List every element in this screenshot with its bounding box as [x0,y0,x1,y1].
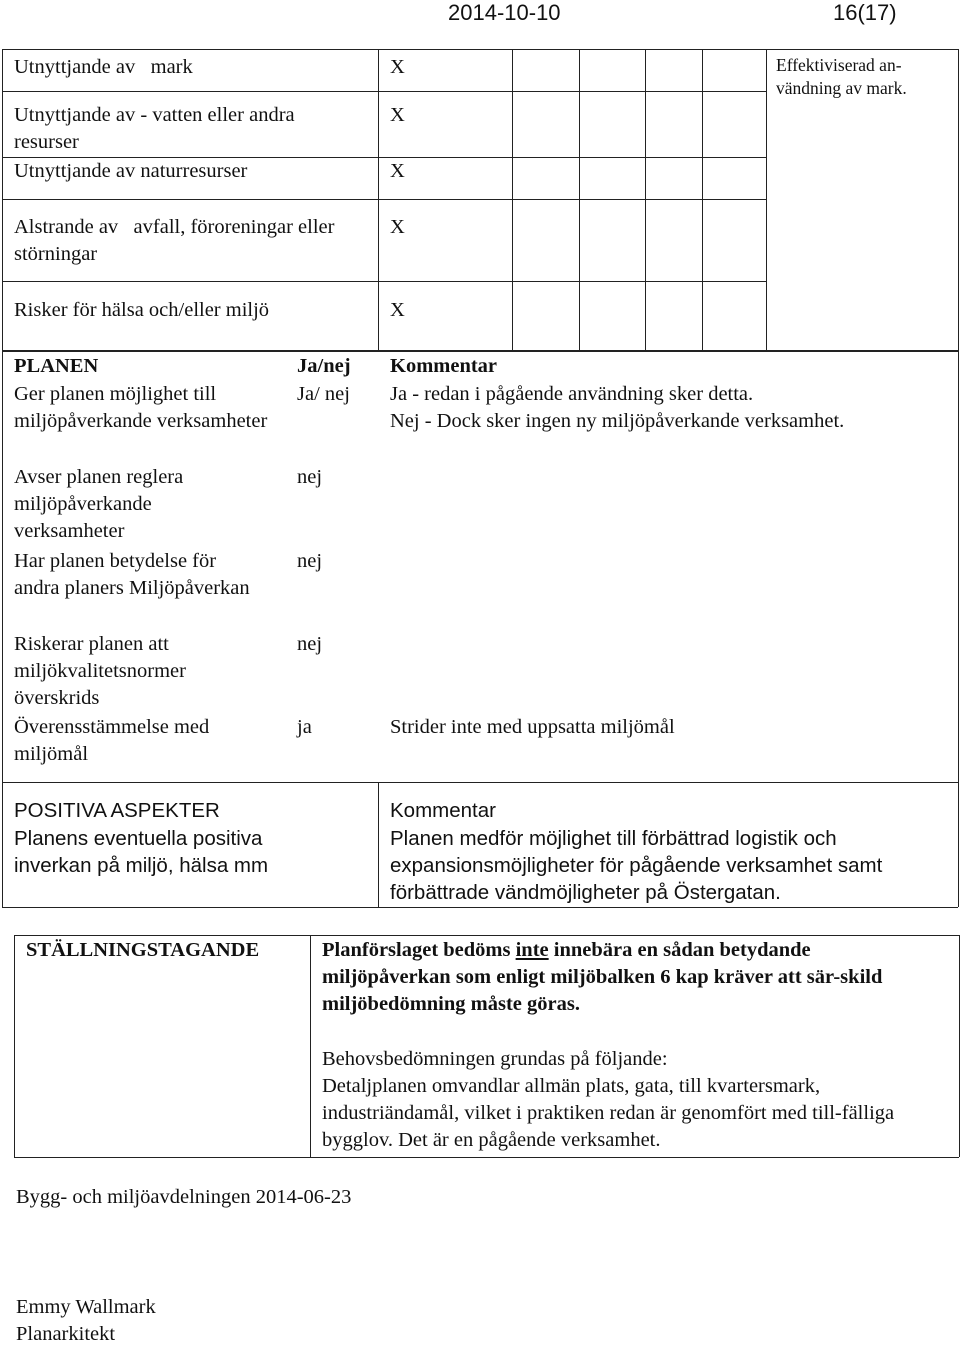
planen-row-answer: nej [297,466,323,488]
positiva-label: Planens eventuella positiva inverkan på miljö, hälsa mm [14,827,269,877]
planen-row-label: Har planen betydelse för andra planers Miljöpåverkan [14,550,250,599]
stallning-conclusion: Planförslaget bedöms inte innebära en sådan betydande miljöpåverkan som enligt miljöbalken 6 kap kräver att sär-skild miljöbedömning måste göras. [322,939,883,1015]
positiva-comment: Planen medför möjlighet till förbättrad logistik och expansionsmöjligheter för pågående verksamhet samt förbättrade vändmöjligheter på Östergatan. [390,827,883,904]
impact-row-mark: X [390,104,405,126]
planen-row-comment: Ja - redan i pågående användning sker detta. [390,383,754,405]
planen-row-answer: Ja/ nej [297,383,350,405]
planen-row-comment: Strider inte med uppsatta miljömål [390,716,675,738]
impact-row-mark: X [390,299,405,321]
department-date: Bygg- och miljöavdelningen 2014-06-23 [16,1186,352,1208]
planen-row-label: Avser planen reglera miljöpåverkande verksamheter [14,466,184,542]
impact-row-mark: X [390,216,405,238]
planen-row-comment: Nej - Dock sker ingen ny miljöpåverkande verksamhet. [390,410,845,432]
positiva-heading: POSITIVA ASPEKTER [14,799,220,822]
impact-note: Effektiviserad an- vändning av mark. [776,55,907,98]
impact-row-mark: X [390,56,405,78]
planen-heading: PLANEN [14,355,99,377]
impact-row-mark: X [390,160,405,182]
basis-text: Detaljplanen omvandlar allmän plats, gata, till kvartersmark, industriändamål, vilket i praktiken redan är genomfört med till-fälliga bygglov. Det är en pågående verksamhet. [322,1075,895,1151]
basis-heading: Behovsbedömningen grundas på följande: [322,1048,668,1070]
impact-row-label: Risker för hälsa och/eller miljö [14,299,270,321]
document-date: 2014-10-10 [448,0,561,25]
planen-row-answer: nej [297,633,323,655]
answer-heading: Ja/nej [297,355,351,377]
planen-row-label: Riskerar planen att miljökvalitetsnormer överskrids [14,633,186,709]
planen-row-label: Överensstämmelse med miljömål [14,716,210,765]
planen-row-answer: ja [297,716,312,738]
signatory-title: Planarkitekt [16,1323,116,1345]
impact-row-label: Utnyttjande av - vatten eller andra resurser [14,104,295,153]
impact-row-label: Alstrande av avfall, föroreningar eller störningar [14,216,335,265]
comment-heading: Kommentar [390,355,498,377]
signatory-name: Emmy Wallmark [16,1296,156,1318]
page-number: 16(17) [833,0,897,25]
positiva-comment-heading: Kommentar [390,799,496,822]
stallning-heading: STÄLLNINGSTAGANDE [26,939,260,961]
emphasis-inte: inte [515,939,549,961]
impact-row-label: Utnyttjande av mark [14,56,193,78]
impact-row-label: Utnyttjande av naturresurser [14,160,248,182]
planen-row-answer: nej [297,550,323,572]
planen-row-label: Ger planen möjlighet till miljöpåverkande verksamheter [14,383,268,432]
